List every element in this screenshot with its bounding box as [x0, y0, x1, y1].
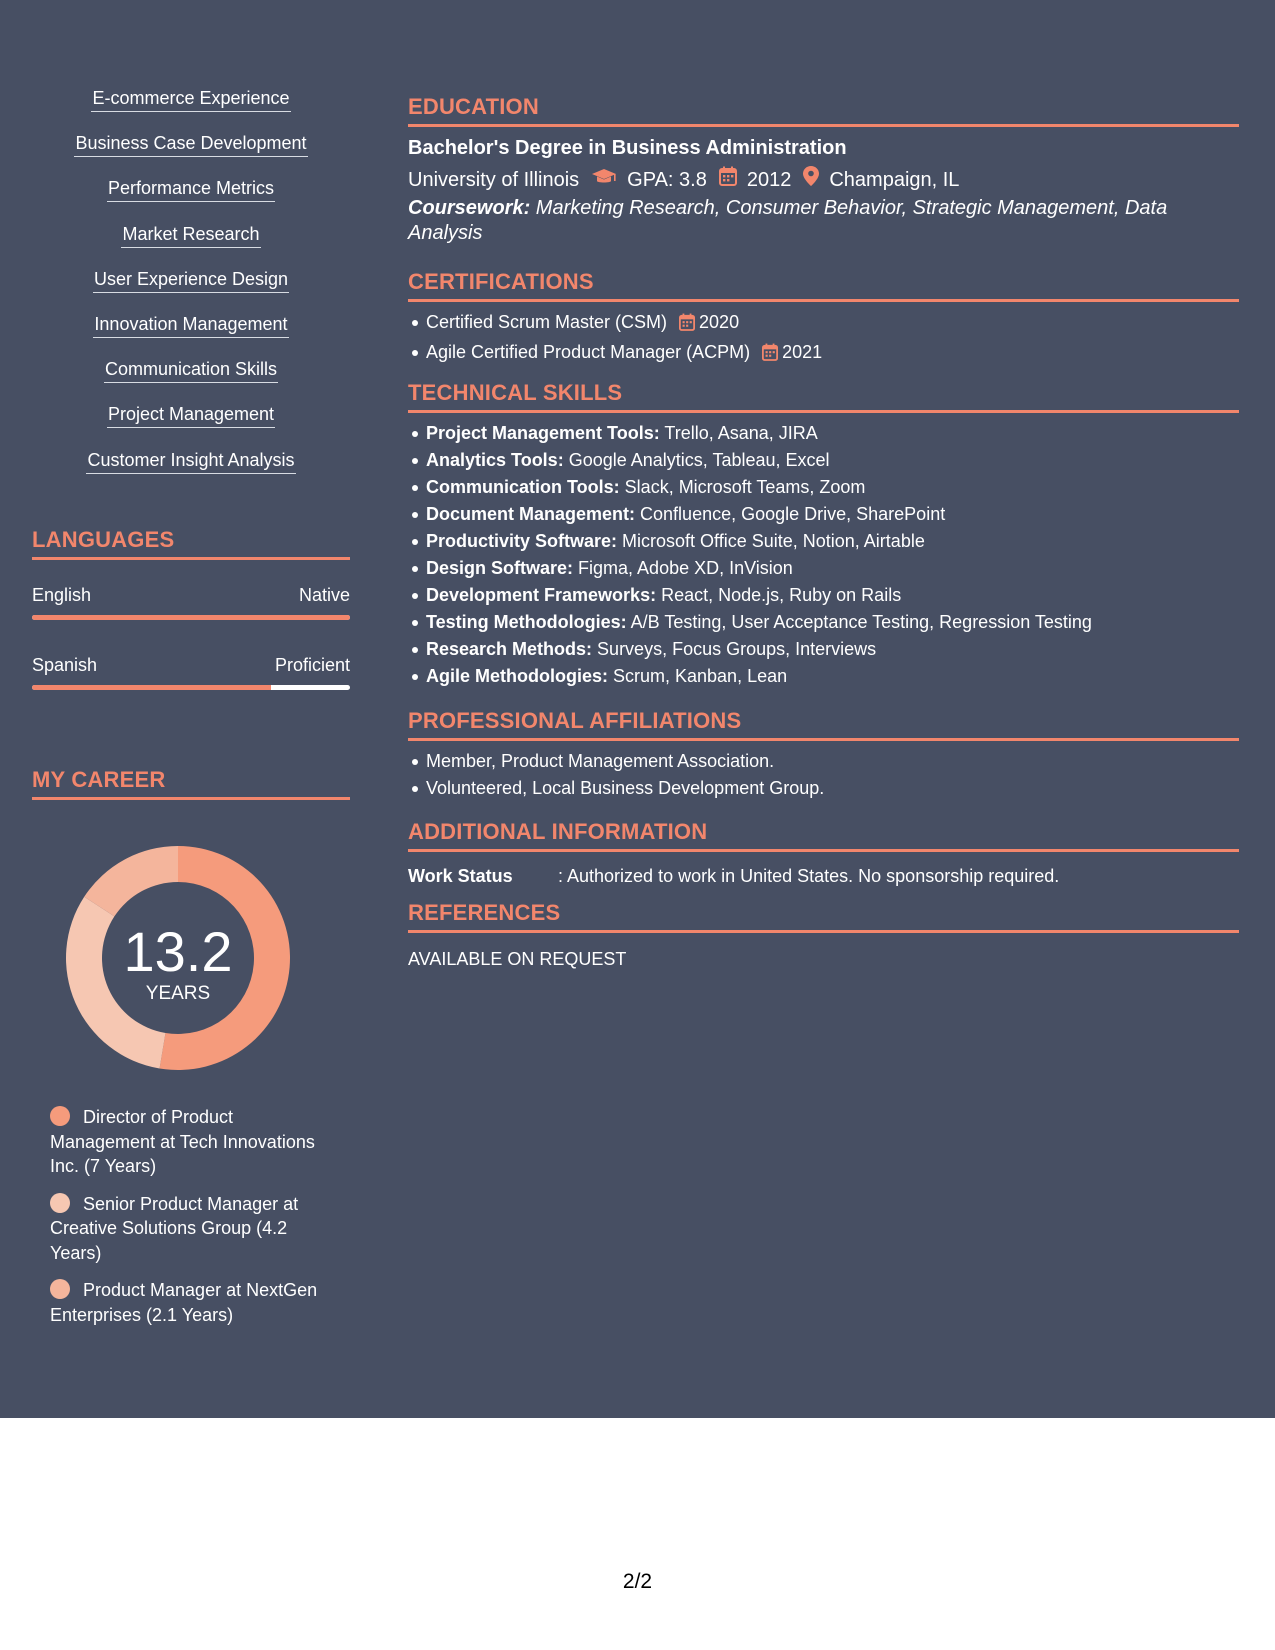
coursework: [408, 196, 1239, 245]
career-total: 13.2: [123, 920, 233, 983]
technical-skill-item: [426, 501, 1239, 528]
skill-label: Project Management: [107, 402, 275, 428]
technical-skill-item: [426, 636, 1239, 663]
language-bar: [32, 615, 350, 620]
page-number: 2/2: [622, 1570, 653, 1593]
certifications-section: [408, 268, 1239, 369]
skill-label: Market Research: [121, 222, 260, 248]
technical-skill-value: Scrum, Kanban, Lean: [608, 666, 788, 686]
skill-label: User Experience Design: [93, 267, 289, 293]
technical-skill-label: Development Frameworks:: [426, 585, 657, 605]
affiliations-section: [408, 707, 1239, 802]
technical-skill-item: [426, 447, 1239, 474]
technical-skill-value: Slack, Microsoft Teams, Zoom: [619, 477, 866, 497]
certification-item: [426, 309, 1239, 339]
skill-item: [32, 312, 350, 357]
technical-skill-item: [426, 609, 1239, 636]
technical-skill-label: Analytics Tools:: [426, 450, 564, 470]
work-status-value: : Authorized to work in United States. No sponsorship required.: [558, 866, 1060, 886]
technical-skill-value: React, Node.js, Ruby on Rails: [656, 585, 902, 605]
donut-segment-2: [84, 846, 178, 916]
references-title: REFERENCES: [408, 899, 1239, 933]
legend-dot-icon: [50, 1193, 70, 1213]
certification-year: 2021: [782, 342, 823, 362]
school-name: University of Illinois: [408, 168, 580, 191]
technical-skill-label: Testing Methodologies:: [426, 612, 627, 632]
technical-skill-item: [426, 474, 1239, 501]
skill-label: E-commerce Experience: [91, 86, 290, 112]
education-title: EDUCATION: [408, 93, 1239, 127]
skill-item: [32, 448, 350, 493]
calendar-icon: [719, 166, 737, 193]
graduation-cap-icon: [591, 167, 617, 193]
language-name: Spanish: [32, 655, 98, 675]
technical-skill-value: Surveys, Focus Groups, Interviews: [592, 639, 877, 659]
certification-name: Agile Certified Product Manager (ACPM): [426, 342, 751, 362]
skill-label: Business Case Development: [74, 131, 307, 157]
legend-dot-icon: [50, 1106, 70, 1126]
certification-name: Certified Scrum Master (CSM): [426, 312, 668, 332]
technical-skill-label: Design Software:: [426, 558, 574, 578]
coursework-list: Marketing Research, Consumer Behavior, Strategic Management, Data Analysis: [408, 197, 1168, 244]
skill-item: [32, 86, 350, 131]
technical-skill-label: Productivity Software:: [426, 531, 618, 551]
school-location: Champaign, IL: [829, 168, 960, 191]
technical-skill-value: Microsoft Office Suite, Notion, Airtable: [617, 531, 925, 551]
technical-skill-value: A/B Testing, User Acceptance Testing, Regression Testing: [626, 612, 1092, 632]
career-label: Product Manager at NextGen Enterprises (2.1 Years): [50, 1280, 318, 1325]
language-bar-fill: [32, 615, 350, 620]
skill-item: [32, 131, 350, 176]
skill-list: [32, 86, 350, 493]
work-status-label: Work Status: [408, 866, 513, 886]
calendar-icon: [679, 312, 695, 339]
skill-label: Communication Skills: [104, 357, 278, 383]
technical-skill-label: Research Methods:: [426, 639, 593, 659]
gpa: GPA: 3.8: [627, 168, 707, 191]
skill-label: Performance Metrics: [107, 176, 275, 202]
certifications-list: [408, 309, 1239, 369]
technical-skills-list: [408, 420, 1239, 690]
technical-skill-value: Trello, Asana, JIRA: [659, 423, 818, 443]
certification-year: 2020: [699, 312, 740, 332]
career-item: [50, 1278, 340, 1327]
technical-skills-title: TECHNICAL SKILLS: [408, 379, 1239, 413]
language-english: [32, 583, 350, 620]
calendar-icon: [762, 342, 778, 369]
skill-item: [32, 176, 350, 221]
graduation-year: 2012: [746, 168, 792, 191]
coursework-label: Coursework:: [408, 197, 531, 219]
education-meta: [408, 166, 1239, 193]
technical-skill-label: Communication Tools:: [426, 477, 620, 497]
technical-skill-item: [426, 582, 1239, 609]
skill-item: [32, 357, 350, 402]
additional-info-section: [408, 818, 1239, 888]
technical-skill-item: [426, 420, 1239, 447]
language-level: Native: [298, 585, 350, 605]
career-item: [50, 1192, 340, 1266]
technical-skill-item: [426, 555, 1239, 582]
technical-skill-value: Figma, Adobe XD, InVision: [573, 558, 793, 578]
affiliations-title: PROFESSIONAL AFFILIATIONS: [408, 707, 1239, 741]
technical-skill-label: Project Management Tools:: [426, 423, 660, 443]
affiliations-list: [408, 748, 1239, 802]
technical-skill-label: Agile Methodologies:: [426, 666, 608, 686]
skill-label: Customer Insight Analysis: [86, 448, 295, 474]
skill-item: [32, 402, 350, 447]
language-bar: [32, 685, 350, 690]
education-section: [408, 93, 1239, 245]
career-list: [50, 1105, 340, 1340]
work-status: [408, 864, 1239, 888]
skill-item: [32, 267, 350, 312]
technical-skill-item: [426, 663, 1239, 690]
certifications-title: CERTIFICATIONS: [408, 268, 1239, 302]
career-label: Director of Product Management at Tech Innovations Inc. (7 Years): [50, 1107, 315, 1176]
language-level: Proficient: [274, 655, 350, 675]
affiliation-item: Member, Product Management Association.: [426, 748, 1239, 775]
references-section: [408, 899, 1239, 971]
skill-item: [32, 222, 350, 267]
references-text: AVAILABLE ON REQUEST: [408, 949, 627, 969]
additional-info-title: ADDITIONAL INFORMATION: [408, 818, 1239, 852]
career-donut-chart: [66, 846, 290, 1070]
degree-name: Bachelor's Degree in Business Administration: [408, 137, 847, 159]
language-name: English: [32, 585, 92, 605]
career-title: MY CAREER: [32, 766, 350, 800]
location-pin-icon: [803, 166, 819, 193]
technical-skill-item: [426, 528, 1239, 555]
technical-skills-section: [408, 379, 1239, 690]
career-unit: YEARS: [145, 983, 211, 1004]
affiliation-item: Volunteered, Local Business Development Group.: [426, 775, 1239, 802]
technical-skill-value: Confluence, Google Drive, SharePoint: [635, 504, 946, 524]
skill-label: Innovation Management: [93, 312, 288, 338]
language-bar-fill: [32, 685, 271, 690]
technical-skill-value: Google Analytics, Tableau, Excel: [563, 450, 830, 470]
technical-skill-label: Document Management:: [426, 504, 636, 524]
language-spanish: [32, 653, 350, 690]
legend-dot-icon: [50, 1279, 70, 1299]
languages-title: LANGUAGES: [32, 526, 350, 560]
certification-item: [426, 339, 1239, 369]
career-item: [50, 1105, 340, 1179]
career-label: Senior Product Manager at Creative Solutions Group (4.2 Years): [50, 1193, 299, 1263]
